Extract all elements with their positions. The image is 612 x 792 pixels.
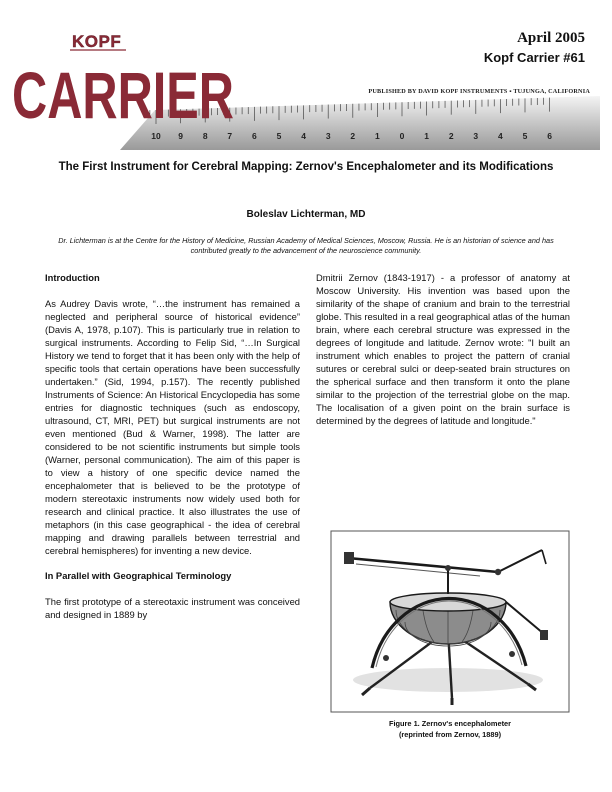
ruler-number: 6 <box>252 131 257 141</box>
ruler-number: 10 <box>151 131 161 141</box>
masthead <box>0 0 612 150</box>
ruler-number: 0 <box>399 131 405 141</box>
logo-big-text: CARRIER <box>12 58 235 132</box>
geographical-paragraph: The first prototype of a stereotaxic instrument was conceived and designed in 1889 by <box>45 596 300 620</box>
ruler-number: 2 <box>448 131 454 141</box>
ruler-number: 9 <box>178 131 183 141</box>
section-heading-introduction: Introduction <box>45 272 100 283</box>
ruler-number: 1 <box>375 131 380 141</box>
ruler-number: 4 <box>498 131 503 141</box>
ruler-number: 7 <box>227 131 233 141</box>
logo-small-text: KOPF <box>72 32 122 51</box>
encephalometer-illustration <box>330 530 570 713</box>
ruler-number: 4 <box>301 131 306 141</box>
article-title: The First Instrument for Cerebral Mapping: Zernov's Encephalometer and its Modifications <box>58 161 554 173</box>
ruler-number: 1 <box>424 131 429 141</box>
issue-number: Kopf Carrier #61 <box>483 50 585 65</box>
caption-title: Figure 1. Zernov's encephalometer <box>388 719 512 728</box>
ruler-number: 5 <box>522 131 528 141</box>
ruler-number: 8 <box>202 131 208 141</box>
author-affiliation: Dr. Lichterman is at the Centre for the History of Medicine, Russian Academy of Medical Sciences, Moscow, Russia. He is an historian of science and has contributed greatly to the advancement of the neuroscience community. <box>58 236 554 255</box>
zernov-paragraph: Dmitrii Zernov (1843-1917) - a professor of anatomy at Moscow University. His invention was based upon the similarity of the shape of cranium and brain to the terrestrial globe. This resulted in a real geographical atlas of the human brain, where each cerebral structure was expressed in the degrees of longitude and latitude. Zernov wrote: "I built an instrument which enables to project the pattern of cranial sutures or cerebral sulci or deep-seated brain structures on the spherical surface and then transform it onto the plane similar to the projection of the terrestrial globe on the map. The localisation of a given point on the brain surface is determined by the degrees of latitude and longitude." <box>316 272 570 426</box>
publisher-line: PUBLISHED BY DAVID KOPF INSTRUMENTS ▪ TUJUNGA, CALIFORNIA <box>368 88 590 95</box>
issue-date: April 2005 <box>517 30 585 46</box>
article-author: Boleslav Lichterman, MD <box>246 209 366 220</box>
ruler-number: 3 <box>473 131 479 141</box>
ruler-number: 6 <box>547 131 552 141</box>
caption-source: (reprinted from Zernov, 1889) <box>398 730 502 739</box>
figure-caption <box>330 718 570 740</box>
ruler-number: 3 <box>325 131 331 141</box>
intro-paragraph: As Audrey Davis wrote, “…the instrument has remained a neglected and peripheral source of historical evidence” (Davis A, 1978, p.107). This is particularly true in relation to surgical instruments. According to Felip Sid, “…In Surgical History we tend to forget that it has been only with the help of specific tools that certain operations have been successfully undertaken.” (Sid, 1994, p.157). The recently published Instruments of Science: An Historical Encyclopedia has some entries for diagnostic techniques (such as endoscopy, ultrasound, CT, MRI, PET) but surgical instruments are not even mentioned (Bud & Warner, 1998). The latter are considered to be not scientific instruments but simple tools (Warner, personal communication). The aim of this paper is to view a history of one specific device named the encephalometer that is believed to be the prototype of modern stereotaxic instruments now widely used both for research and clinical practice. It also illustrates the use of metaphors (in this case geographical - the idea of cerebral mapping and drawing parallels between terrestrial and cerebral hemispheres) for inventing a new device. <box>45 298 300 556</box>
ruler-number: 2 <box>350 131 356 141</box>
right-column <box>316 271 570 439</box>
section-heading-geographical: In Parallel with Geographical Terminology <box>45 570 232 581</box>
left-column <box>45 271 300 633</box>
ruler-number: 5 <box>276 131 282 141</box>
